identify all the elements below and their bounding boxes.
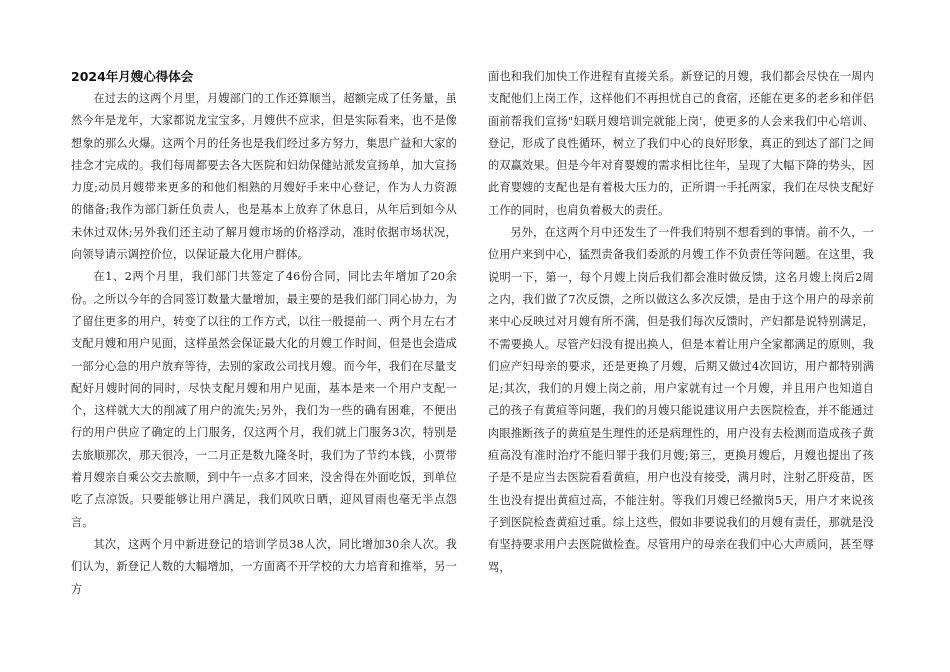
paragraph-4: 另外，在这两个月中还发生了一件我们特别不想看到的事情。前不久，一位用户来到中心，猛烈责备我们委派的月嫂工作不负责任等问题。在这里，我说明一下，第一，每个月嫂上岗后我们都会准时做反馈，这名月嫂上岗后2周之内，我们做了7次反馈，之所以做这么多次反馈，是由于这个用户的母亲前来中心反映过对月嫂有所不满，但是我们每次反馈时，产妇都是说特别满足，不需要换人。尽管产妇没有提出换人，但是本着让用户全家都满足的原则，我们应产妇母亲的要求，还是更换了月嫂，后期又做过4次回访，用户都特别满足;其次，我们的月嫂上岗之前，用户家就有过一个月嫂，并且用户也知道自己的孩子有黄疸等问题，我们的月嫂只能说建议用户去医院检查，并不能通过肉眼推断孩子的黄疸是生理性的还是病理性的，用户没有去检测而造成孩子黄疸高没有准时治疗不能归罪于我们月嫂;第三，更换月嫂后，月嫂也提出了孩子是不是应当去医院看看黄疸，用户也没有接受，满月时，注射乙肝疫苗，医生也没有提出黄疸过高，不能注射。等我们月嫂已经撤岗5天，用户才来说孩子到医院检查黄疸过重。综上这些，假如非要说我们的月嫂有责任，那就是没有坚持要求用户去医院做检查。尽管用户的母亲在我们中心大声质问，甚至辱骂，: [488, 226, 874, 574]
paragraph-1: 在过去的这两个月里，月嫂部门的工作还算顺当，超额完成了任务量，虽然今年是龙年，大家都说龙宝宝多，月嫂供不应求，但是实际看来，也不是像想象的那么火爆。这两个月的任务也是我们经过多方努力，集思广益和大家的挂念才完成的。我们每周都要去各大医院和妇幼保健站派发宣扬单，加大宣扬力度;动员月嫂带来更多的和他们相熟的月嫂好手来中心登记，作为人力资源的储备;我作为部门新任负责人，也是基本上放弃了休息日，从年后到如今从未休过双休;另外我们还主动了解月嫂市场的价格浮动，准时依据市场状况，向领导请示调控价位，以保证最大化用户群体。: [71, 92, 457, 262]
left-column: [71, 66, 457, 601]
right-column: [488, 66, 874, 579]
paragraph-3-continued: 面也和我们加快工作进程有直接关系。新登记的月嫂，我们都会尽快在一周内支配他们上岗工作，这样他们不再担忧自己的食宿，还能在更多的老乡和伴侣面前帮我们宣扬"妇联月嫂培训完就能上岗'，使更多的人会来我们中心培训、登记，形成了良性循环，树立了我们中心的良好形象，真正的到达了部门之间的双赢效果。但是今年对育婴嫂的需求相比往年，呈现了大幅下降的势头，因此育婴嫂的支配也是有着极大压力的，正所谓一手托两家，我们在尽快支配好工作的同时，也肩负着极大的责任。: [488, 70, 874, 217]
document-title: 2024年月嫂心得体会: [71, 69, 194, 84]
paragraph-3: 其次，这两个月中新进登记的培训学员38人次，同比增加30余人次。我们认为，新登记人数的大幅增加，一方面离不开学校的大力培育和推举，另一方: [71, 537, 457, 596]
paragraph-2: 在1、2两个月里，我们部门共签定了46份合同，同比去年增加了20余份。之所以今年的合同签订数量大量增加，最主要的是我们部门同心协力，为了留住更多的用户，转变了以往的工作方式，以往一般提前一、两个月左右才支配月嫂和用户见面，这样虽然会保证最大化的月嫂工作时间，但是也会造成一部分心急的用户放弃等待，去别的家政公司找月嫂。而今年，我们在尽量支配好月嫂时间的同时，尽快支配月嫂和用户见面，基本是来一个用户支配一个，这样就大大的削减了用户的流失;另外，我们为一些的确有困难，不便出行的用户供应了确定的上门服务，仅这两个月，我们就上门服务3次，特别是去旅顺那次，那天很冷，一二月正是数九隆冬时，我们为了节约本钱，小贾带着月嫂亲自乘公交去旅顺，到中午一点多才回来，没舍得在外面吃饭，到单位吃了点凉饭。只要能够让用户满足，我们风吹日晒，迎风冒雨也毫无半点怨言。: [71, 270, 457, 529]
